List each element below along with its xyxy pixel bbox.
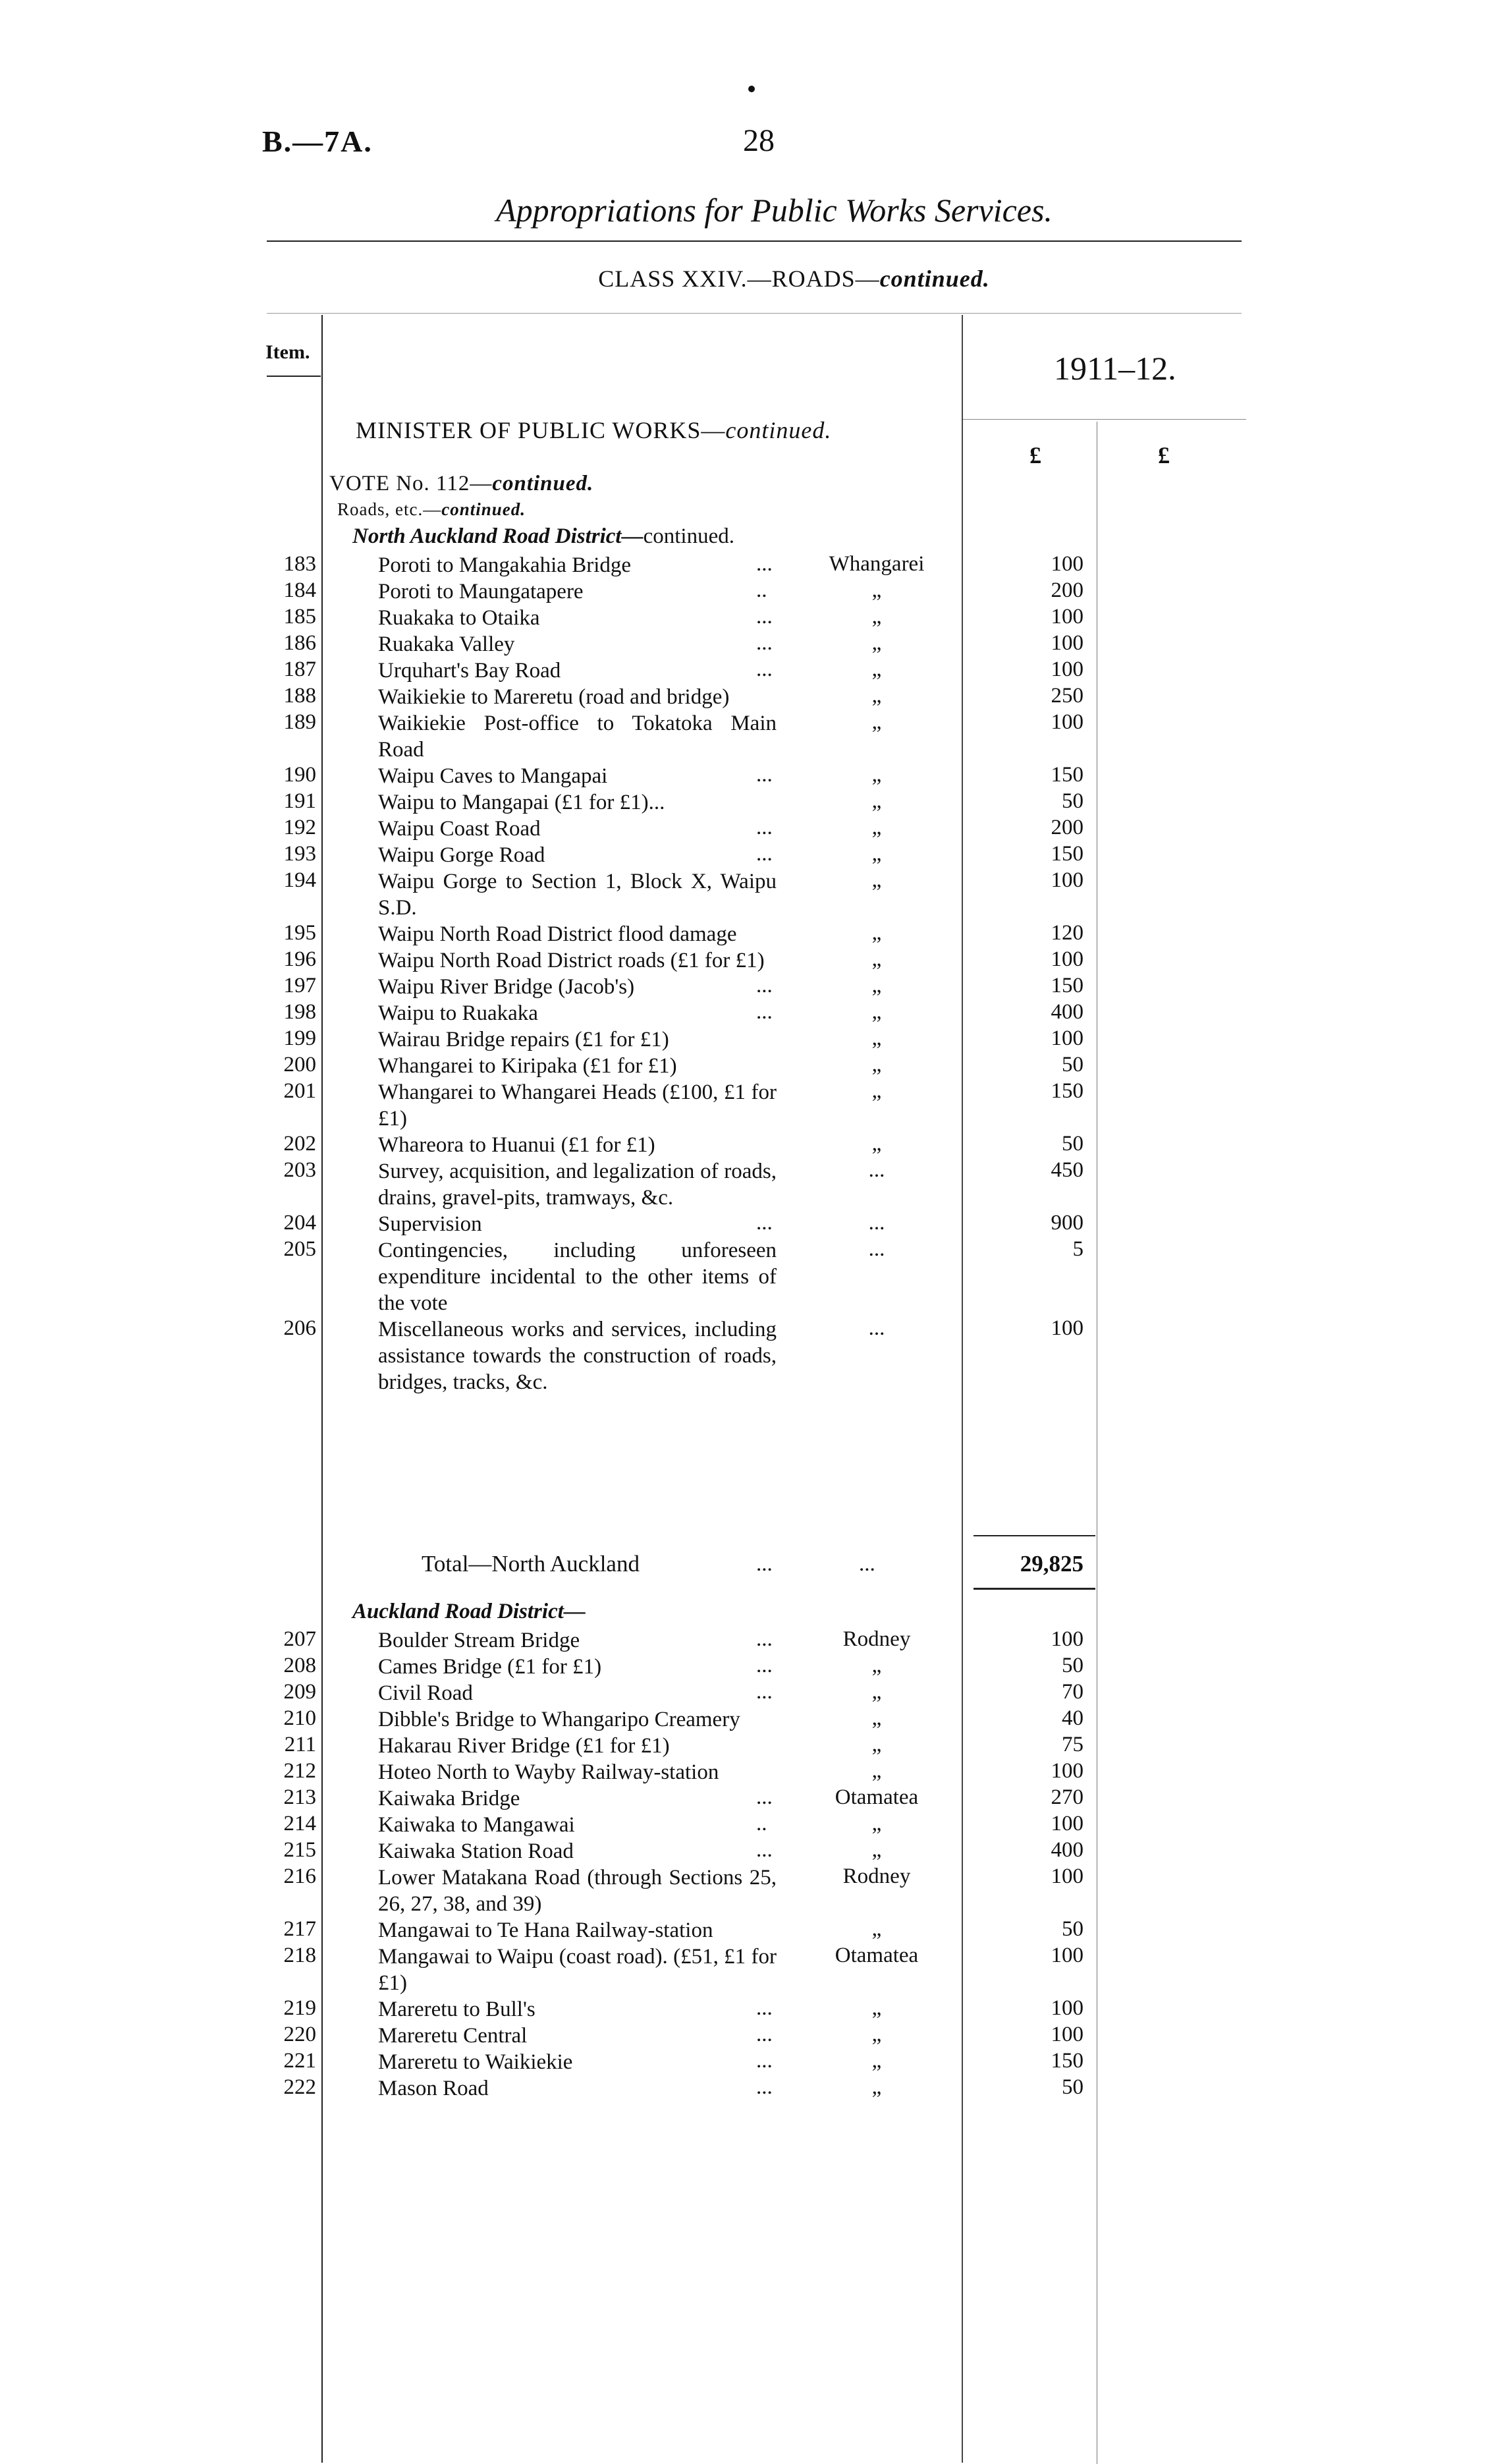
minister-continued: continued. <box>725 417 832 443</box>
item-amount: 50 <box>1062 789 1084 813</box>
item-number: 197 <box>283 974 316 997</box>
item-number: 215 <box>283 1838 316 1862</box>
total-amount: 29,825 <box>1020 1551 1084 1577</box>
document-code: B.—7A. <box>262 125 373 158</box>
item-description: Ruakaka Valley <box>378 632 515 656</box>
item-district: „ <box>871 1706 882 1730</box>
leader-dots: ... <box>756 763 773 787</box>
item-district: ... <box>868 1211 885 1235</box>
item-amount: 450 <box>1051 1158 1084 1182</box>
item-amount: 100 <box>1051 1812 1084 1835</box>
item-number: 219 <box>283 1996 316 2020</box>
item-description: Waipu Caves to Mangapai <box>378 764 608 788</box>
item-district: Otamatea <box>835 1785 919 1809</box>
item-number: 199 <box>283 1026 316 1050</box>
leader-dots: ... <box>756 1785 773 1809</box>
item-district: „ <box>871 974 882 997</box>
item-amount: 50 <box>1062 1654 1084 1677</box>
item-description: Mangawai to Waipu (coast road). (£51, £1 for £1) <box>378 1945 777 1995</box>
item-amount: 50 <box>1062 1132 1084 1156</box>
item-amount: 100 <box>1051 1864 1084 1888</box>
item-column-header: Item. <box>265 341 310 363</box>
leader-dots: ... <box>756 1838 773 1862</box>
item-amount: 150 <box>1051 2049 1084 2073</box>
item-description: Waipu Coast Road <box>378 817 541 841</box>
item-number: 193 <box>283 842 316 866</box>
item-amount: 100 <box>1051 552 1084 576</box>
leader-dots: ... <box>756 842 773 866</box>
item-description: Waikiekie to Mareretu (road and bridge) <box>378 685 730 709</box>
item-district: „ <box>871 1996 882 2020</box>
north-district-heading <box>352 524 734 549</box>
item-district: „ <box>871 1132 882 1156</box>
item-description: Wairau Bridge repairs (£1 for £1) <box>378 1028 669 1051</box>
item-number: 189 <box>283 710 316 734</box>
item-district: „ <box>871 658 882 681</box>
item-description: Mareretu Central <box>378 2024 528 2048</box>
item-amount: 400 <box>1051 1838 1084 1862</box>
item-district: „ <box>871 1917 882 1941</box>
item-description: Civil Road <box>378 1681 473 1705</box>
item-number: 210 <box>283 1706 316 1730</box>
item-amount: 50 <box>1062 1917 1084 1941</box>
total-top-rule <box>974 1535 1095 1536</box>
item-district: Whangarei <box>829 552 925 576</box>
item-number: 202 <box>283 1132 316 1156</box>
item-district: „ <box>871 631 882 655</box>
item-number: 200 <box>283 1053 316 1077</box>
header-rule <box>267 240 1242 242</box>
item-amount: 100 <box>1051 1944 1084 1967</box>
item-district: „ <box>871 1026 882 1050</box>
item-number: 206 <box>283 1316 316 1340</box>
item-district: „ <box>871 1812 882 1835</box>
item-amount: 150 <box>1051 1079 1084 1103</box>
item-number: 207 <box>283 1627 316 1651</box>
vote-heading <box>329 472 593 496</box>
item-description: Supervision <box>378 1212 482 1236</box>
year-rule <box>963 419 1246 420</box>
item-district: „ <box>871 1759 882 1783</box>
item-amount: 150 <box>1051 763 1084 787</box>
item-amount: 50 <box>1062 1053 1084 1077</box>
item-number: 187 <box>283 658 316 681</box>
item-number: 213 <box>283 1785 316 1809</box>
item-amount: 100 <box>1051 1627 1084 1651</box>
item-number: 218 <box>283 1944 316 1967</box>
item-description: Kaiwaka Station Road <box>378 1839 574 1863</box>
item-number: 186 <box>283 631 316 655</box>
table-top-rule <box>267 313 1242 314</box>
item-amount: 150 <box>1051 974 1084 997</box>
item-district: „ <box>871 763 882 787</box>
year-header: 1911–12. <box>1054 350 1176 387</box>
item-description: Boulder Stream Bridge <box>378 1629 580 1652</box>
leader-dots: ... <box>756 2049 773 2073</box>
item-number: 204 <box>283 1211 316 1235</box>
item-column-rule <box>321 315 323 2463</box>
item-district: „ <box>871 1680 882 1704</box>
item-number: 195 <box>283 921 316 945</box>
leader-dots: ... <box>756 2023 773 2046</box>
item-description: Hakarau River Bridge (£1 for £1) <box>378 1734 670 1758</box>
leader-dots: ... <box>756 1996 773 2020</box>
item-amount: 75 <box>1062 1733 1084 1756</box>
item-district: Rodney <box>842 1627 911 1651</box>
pound-header-left: £ <box>1029 442 1041 468</box>
item-number: 209 <box>283 1680 316 1704</box>
item-amount: 100 <box>1051 1026 1084 1050</box>
item-description: Lower Matakana Road (through Sections 25, 26, 27, 38, and 39) <box>378 1866 777 1916</box>
item-number: 194 <box>283 868 316 892</box>
item-description: Urquhart's Bay Road <box>378 659 561 683</box>
class-title-continued: continued. <box>879 266 990 292</box>
item-description: Ruakaka to Otaika <box>378 606 540 630</box>
item-district: ... <box>868 1158 885 1182</box>
item-amount: 200 <box>1051 578 1084 602</box>
item-district: „ <box>871 2049 882 2073</box>
leader-dots: ... <box>756 658 773 681</box>
minister-heading <box>356 416 831 444</box>
item-district: „ <box>871 816 882 839</box>
item-amount: 100 <box>1051 1996 1084 2020</box>
item-description: Kaiwaka to Mangawai <box>378 1813 575 1837</box>
auckland-district-heading: Auckland Road District— <box>352 1600 586 1623</box>
class-title <box>0 265 1509 293</box>
item-amount: 270 <box>1051 1785 1084 1809</box>
item-description: Miscellaneous works and services, including assistance towards the construction of roads, bridges, tracks, &c. <box>378 1318 777 1394</box>
leader-dots: ... <box>756 816 773 839</box>
item-number: 184 <box>283 578 316 602</box>
item-description: Waipu Gorge to Section 1, Block X, Waipu S.D. <box>378 870 777 920</box>
item-number: 214 <box>283 1812 316 1835</box>
item-district: „ <box>871 1838 882 1862</box>
item-head-rule <box>267 376 321 377</box>
item-description: Whangarei to Kiripaka (£1 for £1) <box>378 1054 677 1078</box>
item-description: Hoteo North to Wayby Railway-station <box>378 1760 719 1784</box>
item-amount: 250 <box>1051 684 1084 708</box>
item-description: Poroti to Maungatapere <box>378 580 584 603</box>
item-amount: 100 <box>1051 631 1084 655</box>
total-dots-2: ... <box>859 1552 875 1576</box>
item-amount: 100 <box>1051 605 1084 629</box>
item-number: 201 <box>283 1079 316 1103</box>
leader-dots: ... <box>756 1211 773 1235</box>
item-number: 185 <box>283 605 316 629</box>
item-number: 208 <box>283 1654 316 1677</box>
vote-continued: continued. <box>492 472 594 495</box>
item-description: Mareretu to Bull's <box>378 1998 535 2021</box>
page-title: Appropriations for Public Works Services. <box>496 192 1053 229</box>
item-number: 196 <box>283 947 316 971</box>
item-number: 205 <box>283 1237 316 1261</box>
item-description: Contingencies, including unforeseen expenditure incidental to the other items of the vote <box>378 1239 777 1315</box>
item-district: „ <box>871 1654 882 1677</box>
roads-heading <box>337 499 526 520</box>
item-amount: 100 <box>1051 2023 1084 2046</box>
item-description: Waipu to Mangapai (£1 for £1)... <box>378 791 665 814</box>
item-description: Waipu Gorge Road <box>378 843 545 867</box>
item-description: Whangarei to Whangarei Heads (£100, £1 for £1) <box>378 1080 777 1131</box>
leader-dots: ... <box>756 1680 773 1704</box>
roads-continued: continued. <box>441 499 526 519</box>
item-description: Whareora to Huanui (£1 for £1) <box>378 1133 655 1157</box>
page-number: 28 <box>743 123 775 158</box>
item-number: 192 <box>283 816 316 839</box>
item-amount: 100 <box>1051 947 1084 971</box>
item-description: Mangawai to Te Hana Railway-station <box>378 1918 713 1942</box>
item-amount: 100 <box>1051 658 1084 681</box>
total-bottom-rule <box>974 1588 1095 1590</box>
item-number: 217 <box>283 1917 316 1941</box>
pound-header-right: £ <box>1158 442 1170 468</box>
item-description: Waipu North Road District flood damage <box>378 922 737 946</box>
item-amount: 100 <box>1051 710 1084 734</box>
item-district: „ <box>871 710 882 734</box>
item-district: „ <box>871 1733 882 1756</box>
leader-dots: ... <box>756 631 773 655</box>
item-district: Rodney <box>842 1864 911 1888</box>
item-district: „ <box>871 1079 882 1103</box>
leader-dots: ... <box>756 1654 773 1677</box>
item-description: Mareretu to Waikiekie <box>378 2050 573 2074</box>
item-description: Kaiwaka Bridge <box>378 1787 520 1810</box>
item-district: „ <box>871 947 882 971</box>
item-amount: 70 <box>1062 1680 1084 1704</box>
north-district-continued: continued. <box>643 524 734 548</box>
item-number: 211 <box>284 1733 316 1756</box>
vote-text: VOTE No. 112— <box>329 472 493 495</box>
item-number: 203 <box>283 1158 316 1182</box>
item-number: 216 <box>283 1864 316 1888</box>
total-label: Total—North Auckland <box>422 1551 640 1577</box>
leader-dots: ... <box>756 2075 773 2099</box>
item-amount: 100 <box>1051 868 1084 892</box>
item-number: 220 <box>283 2023 316 2046</box>
item-district: „ <box>871 605 882 629</box>
item-district: Otamatea <box>835 1944 919 1967</box>
item-district: „ <box>871 2075 882 2099</box>
item-description: Cames Bridge (£1 for £1) <box>378 1655 602 1679</box>
item-description: Waipu North Road District roads (£1 for £1) <box>378 949 765 972</box>
north-district-text: North Auckland Road District— <box>352 524 644 548</box>
item-district: ... <box>868 1316 885 1340</box>
item-number: 212 <box>283 1759 316 1783</box>
item-description: Waikiekie Post-office to Tokatoka Main Road <box>378 712 777 762</box>
class-title-text: CLASS XXIV.—ROADS— <box>598 266 880 292</box>
item-description: Waipu to Ruakaka <box>378 1001 538 1025</box>
item-amount: 5 <box>1072 1237 1084 1261</box>
item-district: „ <box>871 1000 882 1024</box>
leader-dots: ... <box>756 552 773 576</box>
item-number: 221 <box>283 2049 316 2073</box>
leader-dots: ... <box>756 974 773 997</box>
item-description: Mason Road <box>378 2077 489 2100</box>
leader-dots: ... <box>756 1000 773 1024</box>
item-district: „ <box>871 868 882 892</box>
item-district: „ <box>871 578 882 602</box>
item-district: „ <box>871 1053 882 1077</box>
item-number: 191 <box>283 789 316 813</box>
item-amount: 100 <box>1051 1759 1084 1783</box>
leader-dots: .. <box>756 578 767 602</box>
item-amount: 100 <box>1051 1316 1084 1340</box>
item-district: „ <box>871 2023 882 2046</box>
minister-text: MINISTER OF PUBLIC WORKS— <box>356 417 726 443</box>
item-description: Poroti to Mangakahia Bridge <box>378 553 632 577</box>
item-amount: 40 <box>1062 1706 1084 1730</box>
item-number: 222 <box>283 2075 316 2099</box>
leader-dots: .. <box>756 1812 767 1835</box>
item-district: ... <box>868 1237 885 1261</box>
item-amount: 120 <box>1051 921 1084 945</box>
item-amount: 150 <box>1051 842 1084 866</box>
item-district: „ <box>871 921 882 945</box>
leader-dots: ... <box>756 605 773 629</box>
item-amount: 400 <box>1051 1000 1084 1024</box>
leader-dots: ... <box>756 1627 773 1651</box>
item-description: Dibble's Bridge to Whangaripo Creamery <box>378 1708 740 1731</box>
item-amount: 200 <box>1051 816 1084 839</box>
item-district: „ <box>871 789 882 813</box>
item-amount: 50 <box>1062 2075 1084 2099</box>
item-description: Survey, acquisition, and legalization of roads, drains, gravel-pits, tramways, &c. <box>378 1160 777 1210</box>
item-district: „ <box>871 684 882 708</box>
item-description: Waipu River Bridge (Jacob's) <box>378 975 635 999</box>
item-number: 183 <box>283 552 316 576</box>
item-district: „ <box>871 842 882 866</box>
item-number: 188 <box>283 684 316 708</box>
printer-mark <box>748 86 755 92</box>
item-number: 190 <box>283 763 316 787</box>
item-number: 198 <box>283 1000 316 1024</box>
total-dots-1: ... <box>756 1552 773 1576</box>
roads-text: Roads, etc.— <box>337 499 442 519</box>
item-amount: 900 <box>1051 1211 1084 1235</box>
